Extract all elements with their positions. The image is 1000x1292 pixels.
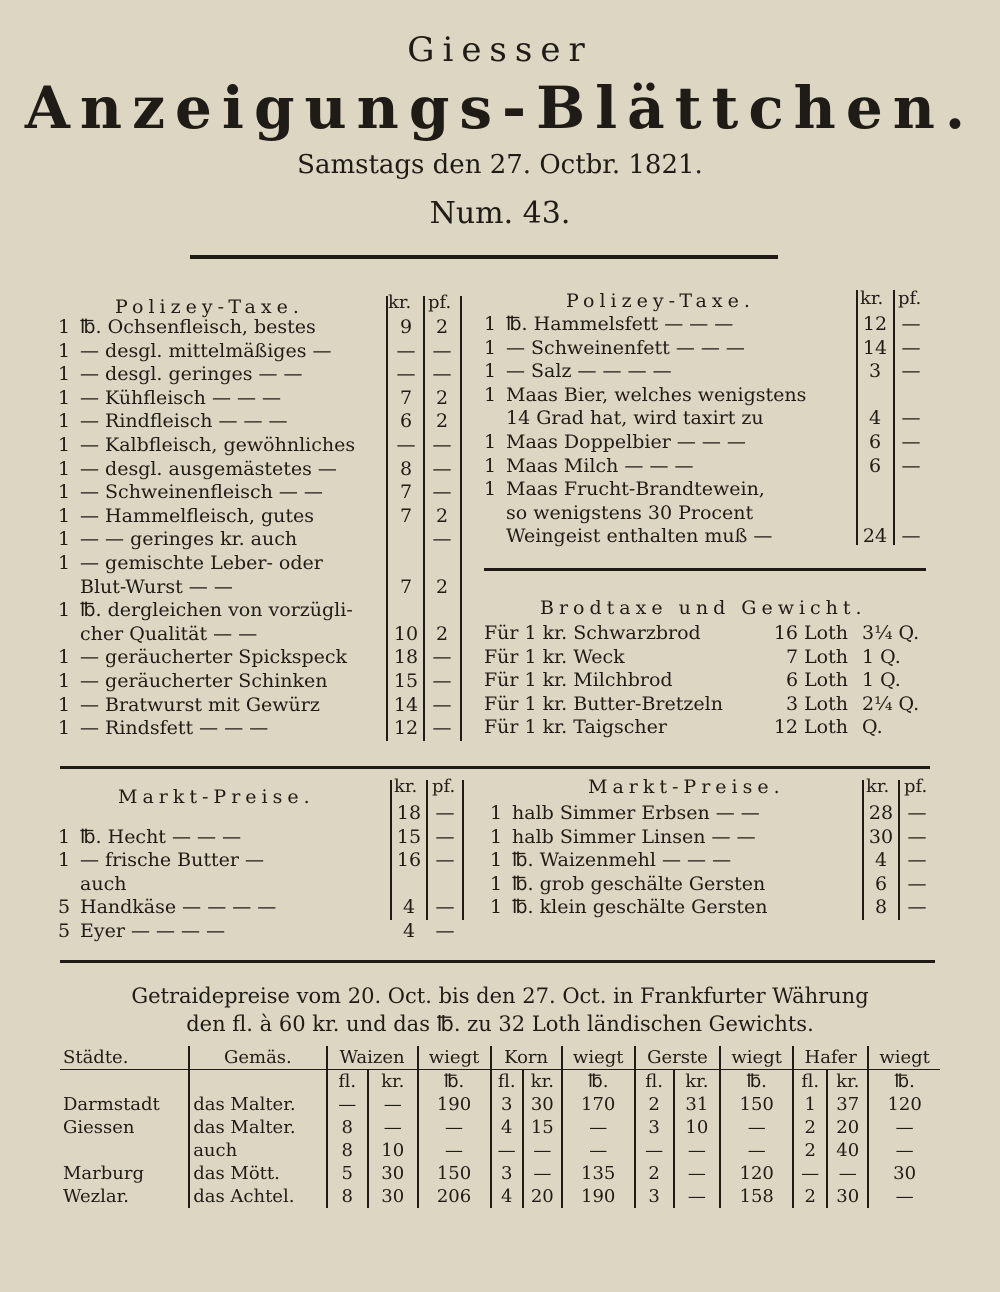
markt-left-rule-3: [462, 780, 464, 920]
polizey-right-row-qty: 1: [484, 360, 497, 383]
markt-right-row-kr: 6: [874, 872, 888, 895]
polizey-left-row-pf: 2: [435, 410, 449, 433]
getraide-cell-meas: das Achtel.: [189, 1185, 326, 1208]
brodtaxe-weight: 6 Loth: [785, 669, 848, 692]
polizey-right-row-pf: —: [901, 431, 921, 453]
polizey-left-row-item: — Rindsfett — — —: [80, 717, 269, 740]
markt-right-row-qty: 1: [490, 872, 503, 895]
getraide-cell-g-kr: —: [674, 1139, 721, 1162]
getraide-cell-city: [60, 1139, 189, 1162]
polizey-left-row-qty: 1: [58, 481, 71, 504]
getraide-cell-k-fl: 4: [491, 1185, 523, 1208]
getraide-row: [60, 1093, 940, 1116]
polizey-left-row-pf: —: [432, 434, 452, 456]
polizey-right-row-item: — Salz — — — —: [506, 360, 672, 383]
getraide-cell-w-lb: 150: [418, 1162, 491, 1185]
getraide-cell-g-fl: 2: [635, 1162, 674, 1185]
polizey-left-row-pf: —: [432, 693, 452, 716]
markt-left-row-pf: —: [435, 896, 455, 919]
markt-left-row-item: ℔. Hecht — — —: [80, 825, 242, 848]
markt-left-row-kr: 4: [402, 896, 416, 919]
polizey-left-row-item: — Kühfleisch — — —: [80, 386, 282, 409]
getraide-cell-city: Darmstadt: [63, 1094, 160, 1115]
getraide-cell-w-lb: —: [418, 1116, 491, 1139]
polizey-left-row-item: ℔. Ochsenfleisch, bestes: [80, 316, 316, 338]
polizey-left-row-kr: 8: [399, 457, 413, 480]
getraide-cell-g-fl: 3: [635, 1185, 674, 1208]
polizey-left-row-kr: 18: [393, 646, 419, 669]
polizey-right-row-kr: 3: [868, 360, 882, 383]
getraide-cell-k-lb: —: [562, 1139, 635, 1162]
getraide-cell-g-kr: 10: [674, 1116, 721, 1139]
polizey-left-row-item: — desgl. geringes — —: [80, 363, 303, 386]
polizey-left-row-pf: 2: [435, 622, 449, 645]
polizey-left-row-qty: 1: [58, 457, 71, 480]
polizey-left-row-kr: 7: [399, 386, 413, 409]
polizey-right-row-kr: 12: [862, 313, 888, 335]
markt-right-row-kr: 4: [874, 849, 888, 872]
polizey-right-pf-header: pf.: [898, 288, 922, 309]
markt-left-row-pf: —: [435, 849, 455, 872]
polizey-right-row-pf: —: [901, 525, 921, 548]
sub-kr-korn: kr.: [523, 1070, 562, 1094]
getraide-cell-h-kr: 20: [827, 1116, 868, 1139]
polizey-right-row-item: Weingeist enthalten muß —: [506, 525, 773, 548]
polizey-right-row-qty: 1: [484, 431, 497, 453]
col-wiegt-2: wiegt: [562, 1046, 635, 1070]
sub-kr-gerste: kr.: [674, 1070, 721, 1094]
getraide-cell-g-fl: 2: [635, 1093, 674, 1116]
getraide-cell-h-fl: 2: [793, 1139, 827, 1162]
polizey-left-row-kr: 15: [393, 670, 419, 692]
polizey-left-pf-header: pf.: [428, 292, 452, 313]
polizey-left-row-pf: 2: [435, 504, 449, 527]
col-korn: Korn: [491, 1046, 562, 1070]
markt-right-row-qty: 1: [490, 825, 503, 848]
polizey-right-row-qty: 1: [484, 383, 497, 406]
markt-left-row-qty: 5: [58, 896, 71, 919]
getraide-cell-k-kr: 15: [523, 1116, 562, 1139]
getraide-cell-h-fl: 2: [793, 1185, 827, 1208]
getraide-cell-meas: auch: [189, 1139, 326, 1162]
getraide-table: [60, 1046, 940, 1208]
markt-right-heading: Markt-Preise.: [588, 776, 785, 798]
brodtaxe-weight: 16 Loth: [773, 622, 848, 644]
brodtaxe-heading: Brodtaxe und Gewicht.: [540, 597, 867, 619]
getraide-cell-h-lb: 30: [868, 1162, 940, 1185]
polizey-left-row-kr: 7: [399, 504, 413, 527]
getraide-cell-k-lb: 135: [562, 1162, 635, 1185]
polizey-left-row-item: ℔. dergleichen von vorzügli-: [80, 599, 353, 622]
sub-kr-hafer: kr.: [827, 1070, 868, 1094]
polizey-left-row-qty: 1: [58, 528, 71, 551]
getraide-cell-g-lb: 158: [720, 1185, 793, 1208]
getraide-cell-w-fl: —: [327, 1093, 368, 1116]
polizey-left-row-qty: 1: [58, 316, 71, 338]
section-rule-markt: [60, 766, 930, 769]
getraide-cell-meas: das Malter.: [189, 1116, 326, 1139]
polizey-left-row-pf: 2: [435, 386, 449, 409]
brodtaxe-quentchen: 1 Q.: [862, 645, 901, 668]
polizey-left-row-item: — desgl. mittelmäßiges —: [80, 339, 332, 362]
markt-left-row-item: — frische Butter —: [80, 849, 264, 872]
markt-left-row-qty: 5: [58, 920, 71, 942]
getraide-row: [60, 1162, 940, 1185]
col-hafer: Hafer: [793, 1046, 868, 1070]
getraide-cell-city: Wezlar.: [63, 1186, 130, 1207]
polizey-left-row-pf: —: [432, 339, 452, 362]
polizey-left-row-item: — Bratwurst mit Gewürz: [80, 693, 320, 716]
polizey-left-row-kr: 14: [393, 693, 419, 716]
polizey-left-row-kr: —: [396, 434, 416, 456]
polizey-left-row-qty: 1: [58, 599, 71, 622]
markt-left-kr-header: kr.: [394, 776, 418, 797]
col-staedte: Städte.: [60, 1046, 189, 1070]
markt-right-row-pf: —: [907, 872, 927, 895]
polizey-right-row-kr: 24: [862, 525, 888, 548]
markt-right-pf-header: pf.: [904, 776, 928, 797]
getraide-cell-w-kr: —: [368, 1116, 418, 1139]
markt-right-row-kr: 8: [874, 896, 888, 919]
markt-right-row-qty: 1: [490, 802, 503, 824]
polizey-right-row-pf: —: [901, 313, 921, 335]
getraide-cell-k-lb: 190: [562, 1185, 635, 1208]
sub-lb-gerste: ℔.: [720, 1070, 793, 1094]
brodtaxe-quentchen: 1 Q.: [862, 669, 901, 692]
markt-left-row-item: Eyer — — — —: [80, 920, 226, 942]
getraide-cell-w-kr: 30: [368, 1162, 418, 1185]
getraide-cell-g-kr: —: [674, 1162, 721, 1185]
getraide-cell-g-kr: —: [674, 1185, 721, 1208]
getraide-cell-city: Giessen: [63, 1117, 135, 1138]
polizey-left-row-item: — Rindfleisch — — —: [80, 410, 288, 433]
sub-fl-hafer: fl.: [793, 1070, 827, 1094]
polizey-left-row-qty: 1: [58, 504, 71, 527]
getraide-cell-k-fl: 4: [491, 1116, 523, 1139]
sub-lb-korn: ℔.: [562, 1070, 635, 1094]
markt-right-row-pf: —: [907, 825, 927, 848]
col-wiegt-4: wiegt: [868, 1046, 940, 1070]
polizey-left-row-kr: 7: [399, 481, 413, 504]
getraide-cell-h-lb: —: [868, 1116, 940, 1139]
polizey-left-row-pf: 2: [435, 575, 449, 598]
polizey-right-row-qty: 1: [484, 336, 497, 359]
sub-kr-waizen: kr.: [368, 1070, 418, 1094]
sub-fl-waizen: fl.: [327, 1070, 368, 1094]
polizey-left-row-kr: 12: [393, 717, 419, 740]
polizey-left-row-item: — — geringes kr. auch: [80, 528, 298, 551]
sub-lb-hafer: ℔.: [868, 1070, 940, 1094]
getraide-cell-h-lb: —: [868, 1139, 940, 1162]
polizey-left-row-item: — Schweinenfleisch — —: [80, 481, 323, 504]
markt-right-kr-header: kr.: [866, 776, 890, 797]
markt-right-row-pf: —: [907, 896, 927, 919]
polizey-left-rule-1: [386, 296, 388, 741]
getraide-cell-h-fl: —: [793, 1162, 827, 1185]
polizey-left-rule-3: [460, 296, 462, 741]
getraide-cell-w-kr: 10: [368, 1139, 418, 1162]
polizey-left-row-pf: —: [432, 481, 452, 504]
polizey-right-rule: [484, 568, 926, 571]
polizey-right-row-pf: —: [901, 360, 921, 383]
polizey-right-row-qty: 1: [484, 313, 497, 335]
polizey-right-row-item: Maas Bier, welches wenigstens: [506, 383, 807, 406]
brodtaxe-item: Für 1 kr. Weck: [484, 645, 625, 668]
polizey-left-row-item: — gemischte Leber- oder: [80, 552, 323, 574]
brodtaxe-item: Für 1 kr. Milchbrod: [484, 669, 673, 692]
polizey-left-row-qty: 1: [58, 693, 71, 716]
getraide-cell-h-kr: 30: [827, 1185, 868, 1208]
brodtaxe-quentchen: 2¼ Q.: [862, 692, 920, 715]
masthead-title: Anzeigungs-Blättchen.: [24, 74, 976, 142]
polizey-left-row-qty: 1: [58, 552, 71, 574]
markt-right-row-item: halb Simmer Erbsen — —: [512, 802, 760, 824]
markt-left-row-kr: 18: [396, 802, 422, 824]
col-gerste: Gerste: [635, 1046, 721, 1070]
issue-number: Num. 43.: [429, 196, 571, 231]
polizey-left-row-pf: —: [432, 717, 452, 740]
polizey-left-row-qty: 1: [58, 410, 71, 433]
polizey-left-row-item: — desgl. ausgemästetes —: [80, 457, 337, 480]
getraide-cell-k-kr: —: [523, 1139, 562, 1162]
getraide-cell-meas: das Malter.: [189, 1093, 326, 1116]
polizey-right-row-qty: 1: [484, 478, 497, 501]
markt-left-row-pf: —: [435, 802, 455, 824]
brodtaxe-weight: 7 Loth: [785, 645, 848, 668]
polizey-left-heading: Polizey-Taxe.: [115, 296, 304, 318]
polizey-right-row-kr: 4: [868, 407, 882, 430]
markt-left-row-kr: 4: [402, 920, 416, 942]
polizey-left-row-qty: 1: [58, 386, 71, 409]
polizey-left-row-kr: 7: [399, 575, 413, 598]
markt-right-row-qty: 1: [490, 896, 503, 919]
brodtaxe-item: Für 1 kr. Butter-Bretzeln: [484, 692, 723, 715]
getraide-cell-w-kr: 30: [368, 1185, 418, 1208]
masthead-rule: [190, 255, 778, 259]
sub-lb-waizen: ℔.: [418, 1070, 491, 1094]
getraide-cell-w-lb: 206: [418, 1185, 491, 1208]
getraide-cell-w-fl: 5: [327, 1162, 368, 1185]
getraide-cell-w-lb: —: [418, 1139, 491, 1162]
polizey-left-row-item: Blut-Wurst — —: [80, 575, 233, 598]
getraide-cell-k-lb: 170: [562, 1093, 635, 1116]
markt-left-row-kr: 16: [396, 849, 422, 872]
polizey-left-row-qty: 1: [58, 670, 71, 692]
polizey-right-row-kr: 14: [862, 336, 888, 359]
getraide-cell-w-fl: 8: [327, 1116, 368, 1139]
polizey-right-row-pf: —: [901, 336, 921, 359]
getraide-cell-g-lb: —: [720, 1139, 793, 1162]
polizey-left-row-kr: —: [396, 363, 416, 386]
polizey-right-row-item: ℔. Hammelsfett — — —: [506, 313, 734, 335]
getraide-cell-g-kr: 31: [674, 1093, 721, 1116]
polizey-left-row-item: — Hammelfleisch, gutes: [80, 504, 315, 527]
getraide-cell-g-lb: —: [720, 1116, 793, 1139]
getraide-cell-g-fl: 3: [635, 1116, 674, 1139]
issue-date: Samstags den 27. Octbr. 1821.: [297, 150, 703, 180]
markt-left-heading: Markt-Preise.: [118, 786, 315, 808]
getraide-cell-h-lb: 120: [868, 1093, 940, 1116]
getraide-cell-w-lb: 190: [418, 1093, 491, 1116]
polizey-right-row-item: Maas Doppelbier — — —: [506, 431, 746, 453]
brodtaxe-item: Für 1 kr. Schwarzbrod: [484, 622, 701, 644]
polizey-right-row-pf: —: [901, 454, 921, 477]
getraide-cell-h-lb: —: [868, 1185, 940, 1208]
getraide-cell-g-lb: 150: [720, 1093, 793, 1116]
getraide-cell-k-fl: 3: [491, 1093, 523, 1116]
getraide-title-line1: Getraidepreise vom 20. Oct. bis den 27. Oct. in Frankfurter Währung: [131, 984, 869, 1008]
polizey-left-row-pf: 2: [435, 316, 449, 338]
getraide-cell-k-kr: —: [523, 1162, 562, 1185]
getraide-cell-k-fl: 3: [491, 1162, 523, 1185]
markt-right-row-pf: —: [907, 849, 927, 872]
markt-left-row-kr: 15: [396, 825, 422, 848]
polizey-right-row-qty: 1: [484, 454, 497, 477]
polizey-right-row-kr: 6: [868, 454, 882, 477]
getraide-cell-w-fl: 8: [327, 1185, 368, 1208]
brodtaxe-quentchen: Q.: [862, 716, 883, 739]
sub-fl-korn: fl.: [491, 1070, 523, 1094]
polizey-left-row-pf: —: [432, 528, 452, 551]
sub-fl-gerste: fl.: [635, 1070, 674, 1094]
polizey-right-row-item: so wenigstens 30 Procent: [506, 501, 754, 524]
polizey-right-row-item: Maas Frucht-Brandtewein,: [506, 478, 765, 501]
polizey-left-row-pf: —: [432, 646, 452, 669]
brodtaxe-quentchen: 3¼ Q.: [862, 622, 920, 644]
polizey-right-row-item: 14 Grad hat, wird taxirt zu: [506, 407, 764, 430]
markt-left-row-qty: 1: [58, 825, 71, 848]
markt-right-row-item: ℔. Waizenmehl — — —: [512, 849, 732, 872]
markt-right-row-item: halb Simmer Linsen — —: [512, 825, 756, 848]
polizey-left-row-kr: 10: [393, 622, 419, 645]
polizey-right-row-kr: 6: [868, 431, 882, 453]
getraide-cell-h-fl: 2: [793, 1116, 827, 1139]
getraide-cell-h-fl: 1: [793, 1093, 827, 1116]
polizey-left-row-pf: —: [432, 457, 452, 480]
markt-right-row-pf: —: [907, 802, 927, 824]
markt-left-row-item: Handkäse — — — —: [80, 896, 277, 919]
getraide-cell-g-lb: 120: [720, 1162, 793, 1185]
polizey-left-row-kr: 9: [399, 316, 413, 338]
polizey-left-row-qty: 1: [58, 717, 71, 740]
polizey-left-row-item: — Kalbfleisch, gewöhnliches: [80, 434, 356, 456]
polizey-left-row-kr: 6: [399, 410, 413, 433]
polizey-left-row-kr: —: [396, 339, 416, 362]
polizey-left-row-qty: 1: [58, 363, 71, 386]
markt-left-row-qty: 1: [58, 849, 71, 872]
polizey-right-heading: Polizey-Taxe.: [566, 290, 755, 312]
polizey-left-kr-header: kr.: [388, 292, 412, 313]
markt-right-row-item: ℔. klein geschälte Gersten: [512, 896, 768, 919]
markt-left-row-item: auch: [80, 872, 127, 895]
section-rule-getraide: [60, 960, 935, 963]
markt-right-row-qty: 1: [490, 849, 503, 872]
polizey-right-kr-header: kr.: [860, 288, 884, 309]
brodtaxe-item: Für 1 kr. Taigscher: [484, 716, 667, 739]
masthead-place: Giesser: [407, 30, 593, 70]
getraide-cell-h-kr: —: [827, 1162, 868, 1185]
col-gemaes: Gemäs.: [189, 1046, 326, 1070]
getraide-row: [60, 1139, 940, 1162]
markt-right-row-kr: 28: [868, 802, 894, 824]
getraide-cell-h-kr: 37: [827, 1093, 868, 1116]
polizey-right-row-pf: —: [901, 407, 921, 430]
getraide-cell-h-kr: 40: [827, 1139, 868, 1162]
getraide-row: [60, 1116, 940, 1139]
polizey-left-row-pf: —: [432, 670, 452, 692]
col-waizen: Waizen: [327, 1046, 418, 1070]
markt-right-row-kr: 30: [868, 825, 894, 848]
brodtaxe-weight: 3 Loth: [785, 692, 848, 715]
col-wiegt-3: wiegt: [720, 1046, 793, 1070]
markt-left-row-pf: —: [435, 920, 455, 942]
getraide-cell-w-kr: —: [368, 1093, 418, 1116]
getraide-cell-k-kr: 30: [523, 1093, 562, 1116]
brodtaxe-weight: 12 Loth: [773, 716, 848, 739]
polizey-left-row-qty: 1: [58, 646, 71, 669]
markt-left-row-pf: —: [435, 825, 455, 848]
getraide-cell-city: Marburg: [63, 1163, 145, 1184]
polizey-right-row-item: — Schweinenfett — — —: [506, 336, 745, 359]
polizey-left-row-item: — geräucherter Spickspeck: [80, 646, 348, 669]
markt-right-row-item: ℔. grob geschälte Gersten: [512, 872, 766, 895]
getraide-cell-k-lb: —: [562, 1116, 635, 1139]
getraide-cell-g-fl: —: [635, 1139, 674, 1162]
polizey-left-row-item: — geräucherter Schinken: [80, 670, 328, 692]
getraide-cell-w-fl: 8: [327, 1139, 368, 1162]
getraide-cell-meas: das Mött.: [189, 1162, 326, 1185]
polizey-left-row-qty: 1: [58, 339, 71, 362]
getraide-row: [60, 1185, 940, 1208]
getraide-cell-k-fl: —: [491, 1139, 523, 1162]
col-wiegt-1: wiegt: [418, 1046, 491, 1070]
getraide-title-line2: den fl. à 60 kr. und das ℔. zu 32 Loth ländischen Gewichts.: [186, 1012, 814, 1036]
markt-left-pf-header: pf.: [432, 776, 456, 797]
polizey-left-row-pf: —: [432, 363, 452, 386]
polizey-left-row-qty: 1: [58, 434, 71, 456]
polizey-left-row-item: cher Qualität — —: [80, 622, 258, 645]
getraide-cell-k-kr: 20: [523, 1185, 562, 1208]
polizey-right-row-item: Maas Milch — — —: [506, 454, 694, 477]
